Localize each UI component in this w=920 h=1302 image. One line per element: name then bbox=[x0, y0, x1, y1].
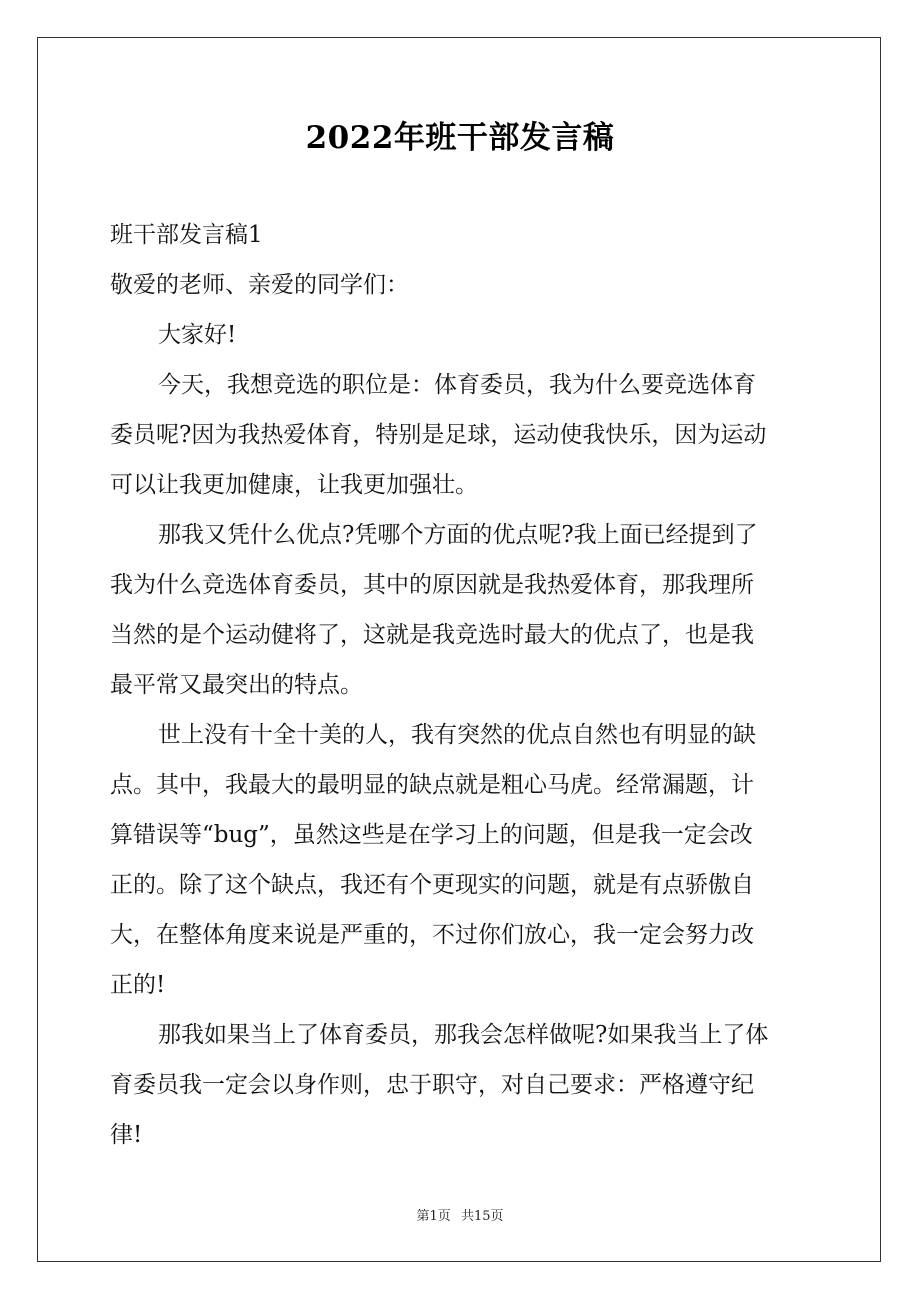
salutation: 敬爱的老师、亲爱的同学们： bbox=[110, 272, 409, 298]
paragraph-line: 大，在整体角度来说是严重的，不过你们放心，我一定会努力改 bbox=[110, 922, 754, 948]
paragraph-line: 当然的是个运动健将了，这就是我竞选时最大的优点了，也是我 bbox=[110, 622, 754, 648]
paragraph-line: 大家好! bbox=[158, 322, 237, 348]
paragraph-position bbox=[110, 360, 810, 510]
paragraph-line: 可以让我更加健康，让我更加强壮。 bbox=[110, 472, 478, 498]
page-footer bbox=[0, 1205, 920, 1224]
paragraph-commitment bbox=[110, 1010, 810, 1160]
paragraph-strengths bbox=[110, 510, 810, 710]
paragraph-line: 我为什么竞选体育委员，其中的原因就是我热爱体育，那我理所 bbox=[110, 572, 754, 598]
paragraph-greeting bbox=[110, 310, 810, 360]
page-total: 共15页 bbox=[460, 1209, 504, 1224]
paragraph-line: 律! bbox=[110, 1122, 143, 1148]
paragraph-line: 正的! bbox=[110, 972, 166, 998]
paragraph-line: 育委员我一定会以身作则，忠于职守，对自己要求：严格遵守纪 bbox=[110, 1072, 754, 1098]
paragraph-line: 最平常又最突出的特点。 bbox=[110, 672, 363, 698]
paragraph-line: 点。其中，我最大的最明显的缺点就是粗心马虎。经常漏题，计 bbox=[110, 772, 754, 798]
document-body bbox=[110, 210, 810, 1160]
section-heading: 班干部发言稿1 bbox=[110, 222, 263, 248]
document-title: 2022年班干部发言稿 bbox=[305, 120, 615, 156]
paragraph-line: 那我又凭什么优点?凭哪个方面的优点呢?我上面已经提到了 bbox=[158, 522, 758, 548]
paragraph-line: 算错误等“bug”，虽然这些是在学习上的问题，但是我一定会改 bbox=[110, 822, 753, 848]
page-number: 第1页 bbox=[416, 1209, 451, 1224]
paragraph-line: 那我如果当上了体育委员，那我会怎样做呢?如果我当上了体 bbox=[158, 1022, 769, 1048]
paragraph-line: 委员呢?因为我热爱体育，特别是足球，运动使我快乐，因为运动 bbox=[110, 422, 767, 448]
paragraph-line: 今天，我想竞选的职位是：体育委员，我为什么要竞选体育 bbox=[158, 372, 756, 398]
paragraph-weaknesses bbox=[110, 710, 810, 1010]
paragraph-line: 世上没有十全十美的人，我有突然的优点自然也有明显的缺 bbox=[158, 722, 756, 748]
paragraph-line: 正的。除了这个缺点，我还有个更现实的问题，就是有点骄傲自 bbox=[110, 872, 754, 898]
